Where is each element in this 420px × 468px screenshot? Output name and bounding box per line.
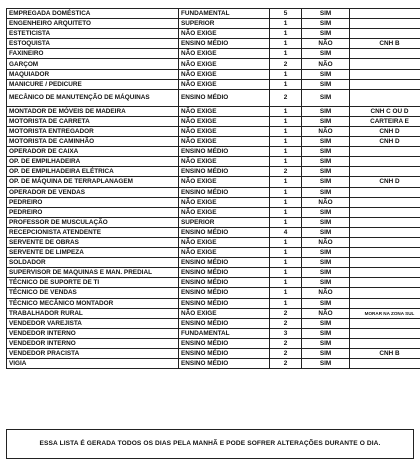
openings-cell: 1 (270, 217, 302, 227)
notes-cell (350, 248, 420, 258)
table-row (7, 349, 420, 359)
experience-cell: NÃO (302, 197, 350, 207)
schooling-cell: NÃO EXIGE (179, 29, 270, 39)
table-row (7, 157, 420, 167)
table-row (7, 187, 420, 197)
occupation-cell: EMPREGADA DOMÉSTICA (7, 9, 179, 19)
notes-cell (350, 69, 420, 79)
table-row (7, 288, 420, 298)
experience-cell: SIM (302, 137, 350, 147)
table-row (7, 298, 420, 308)
schooling-cell: ENSINO MÉDIO (179, 258, 270, 268)
table-row (7, 19, 420, 29)
table-row (7, 79, 420, 89)
openings-cell: 1 (270, 288, 302, 298)
occupation-cell: VENDEDOR VAREJISTA (7, 318, 179, 328)
occupation-cell: VENDEDOR INTERNO (7, 328, 179, 338)
openings-cell: 1 (270, 298, 302, 308)
occupation-cell: OP. DE EMPILHADEIRA (7, 157, 179, 167)
occupation-cell: SERVENTE DE LIMPEZA (7, 248, 179, 258)
table-row (7, 207, 420, 217)
openings-cell: 3 (270, 328, 302, 338)
openings-cell: 2 (270, 318, 302, 328)
notes-cell (350, 167, 420, 177)
experience-cell: NÃO (302, 237, 350, 247)
schooling-cell: NÃO EXIGE (179, 59, 270, 69)
experience-cell: SIM (302, 177, 350, 187)
openings-cell: 4 (270, 227, 302, 237)
experience-cell: SIM (302, 227, 350, 237)
occupation-cell: GARÇOM (7, 59, 179, 69)
occupation-cell: MOTORISTA DE CARRETA (7, 116, 179, 126)
openings-cell: 1 (270, 126, 302, 136)
schooling-cell: ENSINO MÉDIO (179, 89, 270, 106)
openings-cell: 1 (270, 116, 302, 126)
schooling-cell: NÃO EXIGE (179, 49, 270, 59)
openings-cell: 2 (270, 359, 302, 369)
notes-cell: CNH D (350, 137, 420, 147)
schooling-cell: ENSINO MÉDIO (179, 227, 270, 237)
experience-cell: SIM (302, 278, 350, 288)
occupation-cell: MECÂNICO DE MANUTENÇÃO DE MÁQUINAS (7, 89, 179, 106)
schooling-cell: ENSINO MÉDIO (179, 278, 270, 288)
schooling-cell: ENSINO MÉDIO (179, 187, 270, 197)
occupation-cell: OPERADOR DE CAIXA (7, 147, 179, 157)
notes-cell (350, 237, 420, 247)
openings-cell: 5 (270, 9, 302, 19)
table-row (7, 89, 420, 106)
table-row (7, 147, 420, 157)
table-row (7, 106, 420, 116)
experience-cell: SIM (302, 147, 350, 157)
table-row (7, 278, 420, 288)
openings-cell: 2 (270, 59, 302, 69)
notes-cell (350, 288, 420, 298)
schooling-cell: ENSINO MÉDIO (179, 39, 270, 49)
schooling-cell: NÃO EXIGE (179, 106, 270, 116)
openings-cell: 2 (270, 349, 302, 359)
notes-cell: CNH B (350, 39, 420, 49)
schooling-cell: NÃO EXIGE (179, 157, 270, 167)
openings-cell: 1 (270, 19, 302, 29)
openings-cell: 1 (270, 157, 302, 167)
openings-cell: 1 (270, 268, 302, 278)
table-row (7, 318, 420, 328)
notes-cell (350, 258, 420, 268)
experience-cell: SIM (302, 328, 350, 338)
experience-cell: SIM (302, 49, 350, 59)
job-list-sheet (6, 8, 414, 369)
notes-cell (350, 89, 420, 106)
schooling-cell: ENSINO MÉDIO (179, 318, 270, 328)
table-row (7, 237, 420, 247)
experience-cell: SIM (302, 9, 350, 19)
openings-cell: 2 (270, 167, 302, 177)
openings-cell: 1 (270, 39, 302, 49)
openings-cell: 2 (270, 89, 302, 106)
openings-cell: 1 (270, 177, 302, 187)
schooling-cell: SUPERIOR (179, 19, 270, 29)
experience-cell: SIM (302, 248, 350, 258)
table-row (7, 29, 420, 39)
notes-cell (350, 318, 420, 328)
notes-cell (350, 157, 420, 167)
schooling-cell: ENSINO MÉDIO (179, 268, 270, 278)
schooling-cell: ENSINO MÉDIO (179, 288, 270, 298)
occupation-cell: TÉCNICO MECÂNICO MONTADOR (7, 298, 179, 308)
openings-cell: 1 (270, 49, 302, 59)
occupation-cell: OP. DE EMPILHADEIRA ELÉTRICA (7, 167, 179, 177)
occupation-cell: MANICURE / PEDICURE (7, 79, 179, 89)
notes-cell (350, 328, 420, 338)
occupation-cell: TÉCNICO DE VENDAS (7, 288, 179, 298)
occupation-cell: VENDEDOR PRACISTA (7, 349, 179, 359)
schooling-cell: FUNDAMENTAL (179, 328, 270, 338)
experience-cell: SIM (302, 318, 350, 328)
occupation-cell: SOLDADOR (7, 258, 179, 268)
experience-cell: NÃO (302, 39, 350, 49)
table-row (7, 39, 420, 49)
occupation-cell: MONTADOR DE MÓVEIS DE MADEIRA (7, 106, 179, 116)
openings-cell: 1 (270, 248, 302, 258)
experience-cell: SIM (302, 116, 350, 126)
experience-cell: SIM (302, 258, 350, 268)
schooling-cell: NÃO EXIGE (179, 137, 270, 147)
schooling-cell: NÃO EXIGE (179, 308, 270, 318)
table-row (7, 49, 420, 59)
experience-cell: SIM (302, 217, 350, 227)
experience-cell: SIM (302, 187, 350, 197)
notes-cell (350, 79, 420, 89)
occupation-cell: PEDREIRO (7, 197, 179, 207)
notes-cell (350, 49, 420, 59)
openings-cell: 1 (270, 197, 302, 207)
notes-cell (350, 19, 420, 29)
experience-cell: NÃO (302, 308, 350, 318)
openings-cell: 1 (270, 237, 302, 247)
notes-cell (350, 9, 420, 19)
experience-cell: NÃO (302, 126, 350, 136)
schooling-cell: NÃO EXIGE (179, 207, 270, 217)
schooling-cell: FUNDAMENTAL (179, 9, 270, 19)
schooling-cell: NÃO EXIGE (179, 237, 270, 247)
schooling-cell: NÃO EXIGE (179, 69, 270, 79)
table-row (7, 217, 420, 227)
experience-cell: NÃO (302, 288, 350, 298)
table-row (7, 59, 420, 69)
schooling-cell: ENSINO MÉDIO (179, 167, 270, 177)
experience-cell: SIM (302, 298, 350, 308)
notes-cell: CNH B (350, 349, 420, 359)
experience-cell: SIM (302, 359, 350, 369)
notes-cell: CNH C OU D (350, 106, 420, 116)
openings-cell: 2 (270, 308, 302, 318)
table-row (7, 268, 420, 278)
openings-cell: 1 (270, 207, 302, 217)
notes-cell (350, 227, 420, 237)
schooling-cell: ENSINO MÉDIO (179, 338, 270, 348)
table-row (7, 227, 420, 237)
occupation-cell: TÉCNICO DE SUPORTE DE TI (7, 278, 179, 288)
table-row (7, 177, 420, 187)
table-row (7, 69, 420, 79)
experience-cell: SIM (302, 157, 350, 167)
occupation-cell: VIGIA (7, 359, 179, 369)
schooling-cell: ENSINO MÉDIO (179, 298, 270, 308)
occupation-cell: PEDREIRO (7, 207, 179, 217)
table-row (7, 258, 420, 268)
notes-cell: MORAR NA ZONA SUL (350, 308, 420, 318)
job-table-body (7, 9, 420, 369)
openings-cell: 1 (270, 187, 302, 197)
experience-cell: SIM (302, 338, 350, 348)
notes-cell (350, 29, 420, 39)
openings-cell: 1 (270, 106, 302, 116)
experience-cell: SIM (302, 69, 350, 79)
job-table (6, 8, 420, 369)
footer-note: ESSA LISTA É GERADA TODOS OS DIAS PELA MANHÃ E PODE SOFRER ALTERAÇÕES DURANTE O DIA. (6, 429, 414, 459)
schooling-cell: NÃO EXIGE (179, 177, 270, 187)
table-row (7, 197, 420, 207)
notes-cell (350, 197, 420, 207)
experience-cell: SIM (302, 268, 350, 278)
experience-cell: SIM (302, 79, 350, 89)
occupation-cell: OP. DE MÁQUINA DE TERRAPLANAGEM (7, 177, 179, 187)
schooling-cell: NÃO EXIGE (179, 79, 270, 89)
openings-cell: 1 (270, 147, 302, 157)
table-row (7, 9, 420, 19)
schooling-cell: NÃO EXIGE (179, 197, 270, 207)
occupation-cell: SERVENTE DE OBRAS (7, 237, 179, 247)
experience-cell: SIM (302, 207, 350, 217)
notes-cell (350, 278, 420, 288)
notes-cell (350, 207, 420, 217)
notes-cell (350, 298, 420, 308)
schooling-cell: NÃO EXIGE (179, 248, 270, 258)
openings-cell: 1 (270, 137, 302, 147)
openings-cell: 2 (270, 338, 302, 348)
openings-cell: 1 (270, 258, 302, 268)
table-row (7, 137, 420, 147)
experience-cell: SIM (302, 106, 350, 116)
experience-cell: SIM (302, 349, 350, 359)
table-row (7, 248, 420, 258)
schooling-cell: NÃO EXIGE (179, 126, 270, 136)
schooling-cell: ENSINO MÉDIO (179, 359, 270, 369)
openings-cell: 1 (270, 69, 302, 79)
table-row (7, 328, 420, 338)
notes-cell (350, 338, 420, 348)
occupation-cell: ESTOQUISTA (7, 39, 179, 49)
occupation-cell: VENDEDOR INTERNO (7, 338, 179, 348)
notes-cell: CNH D (350, 177, 420, 187)
occupation-cell: ESTETICISTA (7, 29, 179, 39)
openings-cell: 1 (270, 278, 302, 288)
table-row (7, 338, 420, 348)
occupation-cell: FAXINEIRO (7, 49, 179, 59)
table-row (7, 116, 420, 126)
occupation-cell: PROFESSOR DE MUSCULAÇÃO (7, 217, 179, 227)
schooling-cell: ENSINO MÉDIO (179, 349, 270, 359)
notes-cell (350, 268, 420, 278)
experience-cell: NÃO (302, 59, 350, 69)
schooling-cell: SUPERIOR (179, 217, 270, 227)
occupation-cell: OPERADOR DE VENDAS (7, 187, 179, 197)
experience-cell: SIM (302, 19, 350, 29)
notes-cell (350, 147, 420, 157)
notes-cell (350, 359, 420, 369)
occupation-cell: MOTORISTA DE CAMINHÃO (7, 137, 179, 147)
occupation-cell: ENGENHEIRO ARQUITETO (7, 19, 179, 29)
schooling-cell: NÃO EXIGE (179, 116, 270, 126)
openings-cell: 1 (270, 29, 302, 39)
table-row (7, 359, 420, 369)
table-row (7, 167, 420, 177)
experience-cell: SIM (302, 167, 350, 177)
schooling-cell: ENSINO MÉDIO (179, 147, 270, 157)
occupation-cell: MOTORISTA ENTREGADOR (7, 126, 179, 136)
experience-cell: SIM (302, 89, 350, 106)
notes-cell: CARTEIRA E (350, 116, 420, 126)
notes-cell (350, 187, 420, 197)
notes-cell: CNH D (350, 126, 420, 136)
table-row (7, 126, 420, 136)
notes-cell (350, 217, 420, 227)
table-row (7, 308, 420, 318)
occupation-cell: RECEPCIONISTA ATENDENTE (7, 227, 179, 237)
notes-cell (350, 59, 420, 69)
occupation-cell: TRABALHADOR RURAL (7, 308, 179, 318)
openings-cell: 1 (270, 79, 302, 89)
occupation-cell: MAQUIADOR (7, 69, 179, 79)
experience-cell: SIM (302, 29, 350, 39)
occupation-cell: SUPERVISOR DE MAQUINAS E MAN. PREDIAL (7, 268, 179, 278)
